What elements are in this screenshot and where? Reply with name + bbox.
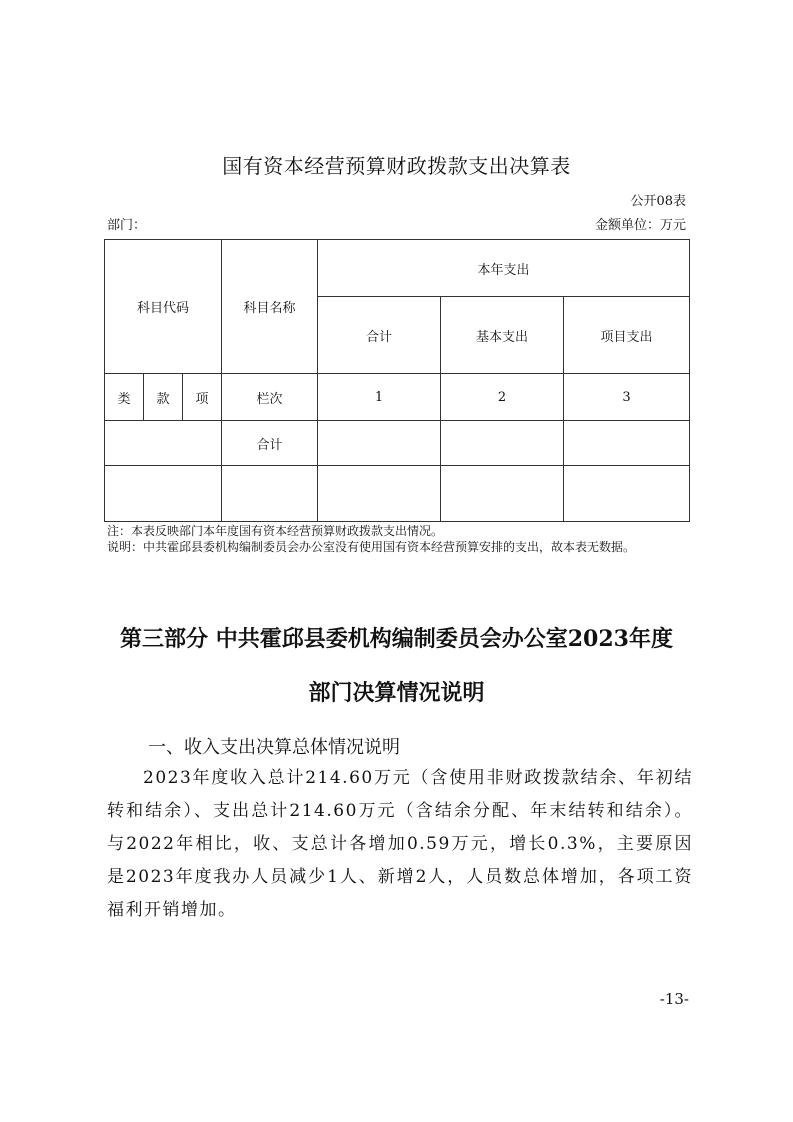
summary-paragraph: 2023年度收入总计214.60万元（含使用非财政拨款结余、年初结转和结余）、支出总计214.60万元（含结余分配、年末结转和结余）。与2022年相比，收、支总计各增加0.59万元，增长0.3%，主要原因是2023年度我办人员减少1人、新增2人，人员数总体增加，各项工资福利开销增加。 bbox=[107, 768, 693, 920]
section-heading: 一、收入支出决算总体情况说明 bbox=[148, 737, 400, 758]
header-basic: 基本支出 bbox=[441, 297, 564, 374]
empty-row bbox=[105, 466, 690, 522]
total-row-project bbox=[564, 421, 690, 466]
expenditure-table bbox=[104, 239, 690, 522]
part-title-line2: 部门决算情况说明 bbox=[308, 680, 485, 706]
empty-row-project bbox=[564, 466, 690, 522]
part-title-line1: 第三部分 中共霍邱县委机构编制委员会办公室2023年度 bbox=[120, 626, 673, 652]
table-explanation: 说明：中共霍邱县委机构编制委员会办公室没有使用国有资本经营预算安排的支出，故本表无数据。 bbox=[107, 540, 636, 554]
index-row bbox=[105, 374, 690, 421]
table-note: 注：本表反映部门本年度国有资本经营预算财政拨款支出情况。 bbox=[107, 524, 444, 538]
index-label: 栏次 bbox=[222, 374, 318, 421]
index-c3: 3 bbox=[564, 374, 690, 421]
empty-row-basic bbox=[441, 466, 564, 522]
index-lei: 类 bbox=[105, 374, 144, 421]
header-total: 合计 bbox=[318, 297, 441, 374]
index-c1: 1 bbox=[318, 374, 441, 421]
total-row bbox=[105, 421, 690, 466]
index-xiang: 项 bbox=[183, 374, 222, 421]
index-c2: 2 bbox=[441, 374, 564, 421]
header-current-year: 本年支出 bbox=[318, 240, 690, 297]
empty-row-name bbox=[222, 466, 318, 522]
department-label: 部门： bbox=[107, 218, 147, 233]
header-code: 科目代码 bbox=[105, 240, 222, 374]
total-row-name: 合计 bbox=[222, 421, 318, 466]
form-number: 公开08表 bbox=[630, 194, 686, 209]
total-row-code bbox=[105, 421, 222, 466]
unit-label: 金额单位：万元 bbox=[594, 218, 686, 233]
index-kuan: 款 bbox=[144, 374, 183, 421]
page-number: -13- bbox=[659, 990, 689, 1008]
header-row-1 bbox=[105, 240, 690, 297]
header-project: 项目支出 bbox=[564, 297, 690, 374]
empty-row-total bbox=[318, 466, 441, 522]
empty-row-code bbox=[105, 466, 222, 522]
total-row-basic bbox=[441, 421, 564, 466]
total-row-total bbox=[318, 421, 441, 466]
table-title: 国有资本经营预算财政拨款支出决算表 bbox=[222, 154, 571, 178]
header-name: 科目名称 bbox=[222, 240, 318, 374]
